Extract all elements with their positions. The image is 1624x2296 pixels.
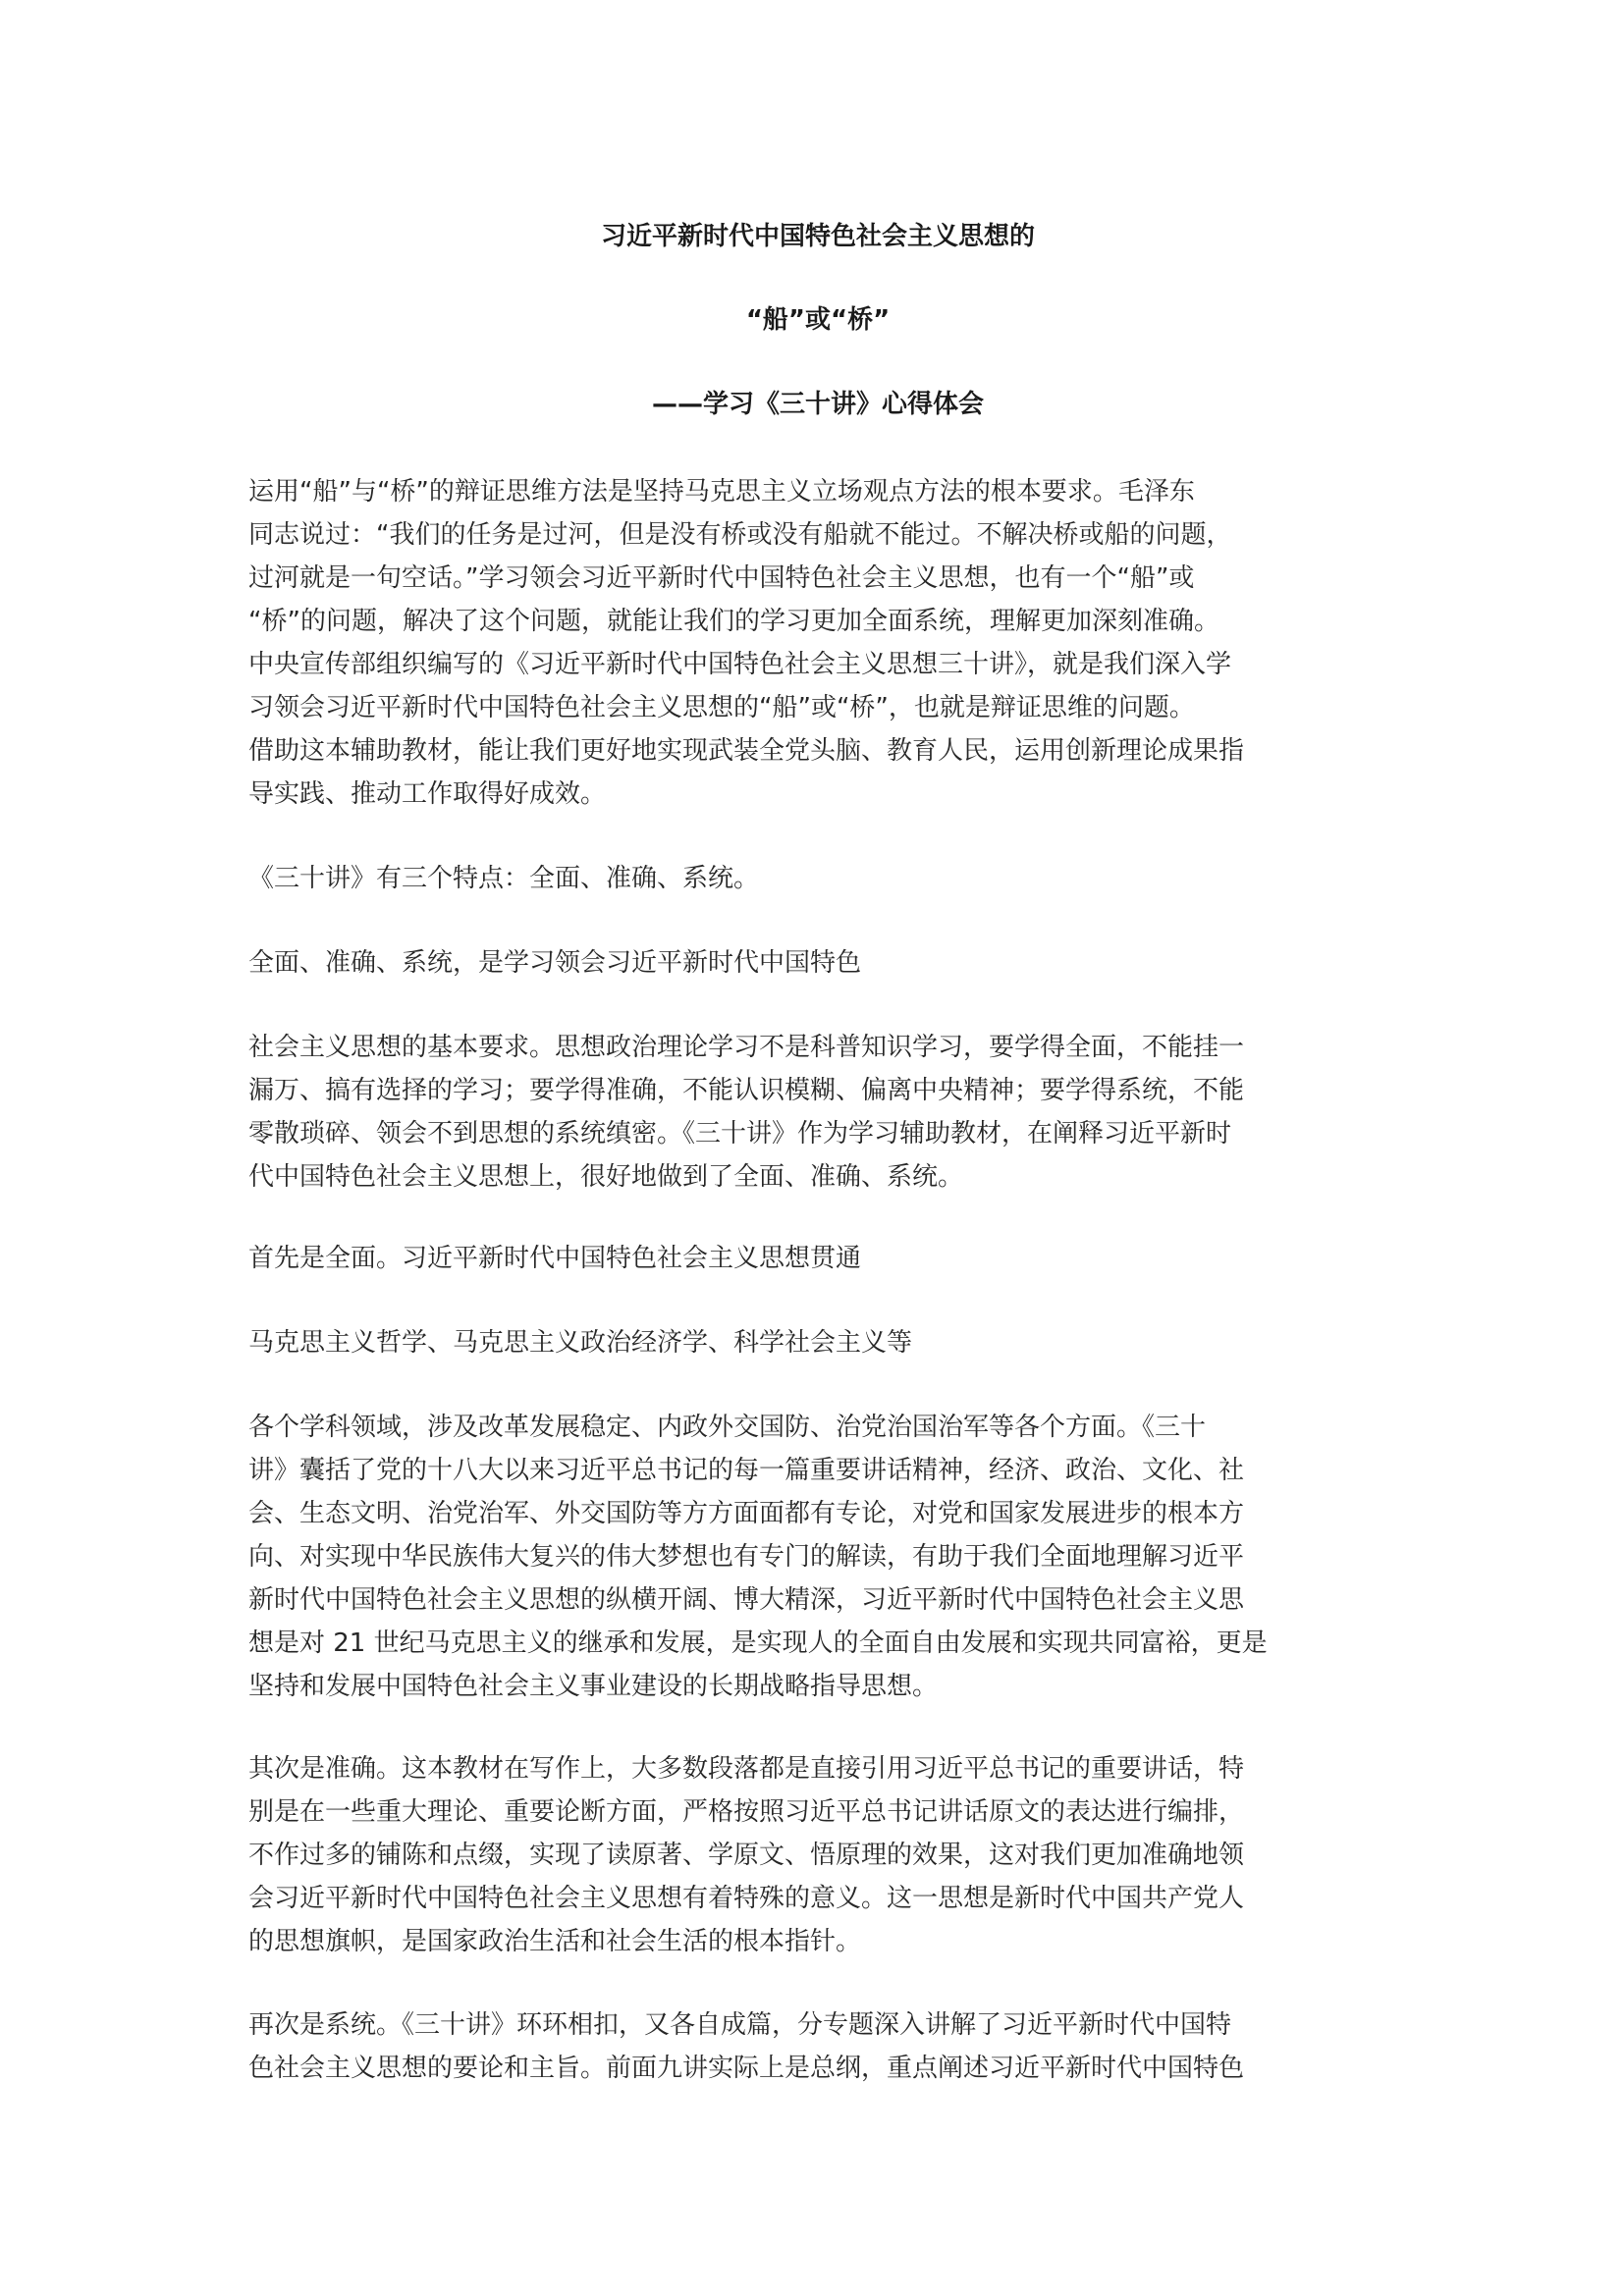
text-line: 其次是准确。这本教材在写作上，大多数段落都是直接引用习近平总书记的重要讲话，特 [248, 1754, 1245, 1784]
text-line: 会、生态文明、治党治军、外交国防等方方面面都有专论，对党和国家发展进步的根本方 [248, 1499, 1245, 1528]
text-line: 色社会主义思想的要论和主旨。前面九讲实际上是总纲，重点阐述习近平新时代中国特色 [248, 2054, 1245, 2083]
text-line: 各个学科领域，涉及改革发展稳定、内政外交国防、治党治国治军等各个方面。《三十 [248, 1413, 1207, 1442]
text-line: 新时代中国特色社会主义思想的纵横开阔、博大精深，习近平新时代中国特色社会主义思 [248, 1585, 1245, 1615]
text-line: 过河就是一句空话。”学习领会习近平新时代中国特色社会主义思想，也有一个“船”或 [248, 563, 1195, 593]
paragraph-intro [248, 470, 1387, 816]
text-line: 《三十讲》有三个特点：全面、准确、系统。 [248, 864, 760, 893]
text-line: 漏万、搞有选择的学习；要学得准确，不能认识模糊、偏离中央精神；要学得系统，不能 [248, 1076, 1245, 1105]
text-line: “桥”的问题，解决了这个问题，就能让我们的学习更加全面系统，理解更加深刻准确。 [248, 607, 1219, 636]
text-line: 社会主义思想的基本要求。思想政治理论学习不是科普知识学习，要学得全面，不能挂一 [248, 1033, 1245, 1062]
paragraph-marxism-fields [248, 1321, 1387, 1364]
text-line: 向、对实现中华民族伟大复兴的伟大梦想也有专门的解读，有助于我们全面地理解习近平 [248, 1542, 1245, 1572]
text-line: 的思想旗帜，是国家政治生活和社会生活的根本指针。 [248, 1927, 862, 1956]
text-line: 不作过多的铺陈和点缀，实现了读原著、学原文、悟原理的效果，这对我们更加准确地领 [248, 1841, 1245, 1870]
text-line: 首先是全面。习近平新时代中国特色社会主义思想贯通 [248, 1244, 862, 1273]
paragraph-requirements [248, 1026, 1387, 1199]
paragraph-all-fields [248, 1406, 1387, 1708]
paragraph-three-features [248, 857, 1387, 900]
text-line: 马克思主义哲学、马克思主义政治经济学、科学社会主义等 [248, 1328, 913, 1358]
text-line: 全面、准确、系统，是学习领会习近平新时代中国特色 [248, 948, 862, 978]
document-title: 习近平新时代中国特色社会主义思想的 [600, 222, 1035, 251]
text-line: 想是对 21 世纪马克思主义的继承和发展，是实现人的全面自由发展和实现共同富裕，更是 [248, 1629, 1268, 1658]
document-title-line-2: “船”或“桥” [745, 305, 891, 335]
text-line: 再次是系统。《三十讲》环环相扣，又各自成篇，分专题深入讲解了习近平新时代中国特 [248, 2010, 1232, 2040]
text-line: 讲》囊括了党的十八大以来习近平总书记的每一篇重要讲话精神，经济、政治、文化、社 [248, 1456, 1245, 1485]
text-line: 代中国特色社会主义思想上，很好地做到了全面、准确、系统。 [248, 1162, 964, 1192]
text-line: 导实践、推动工作取得好成效。 [248, 779, 607, 809]
document-subtitle: ——学习《三十讲》心得体会 [651, 390, 984, 419]
text-line: 同志说过：“我们的任务是过河，但是没有桥或没有船就不能过。不解决桥或船的问题， [248, 520, 1232, 550]
text-line: 中央宣传部组织编写的《习近平新时代中国特色社会主义思想三十讲》，就是我们深入学 [248, 650, 1232, 679]
text-line: 坚持和发展中国特色社会主义事业建设的长期战略指导思想。 [248, 1672, 939, 1701]
paragraph-requirements-heading [248, 941, 1387, 985]
text-line: 会习近平新时代中国特色社会主义思想有着特殊的意义。这一思想是新时代中国共产党人 [248, 1884, 1245, 1913]
paragraph-second-accurate [248, 1747, 1387, 1963]
text-line: 借助这本辅助教材，能让我们更好地实现武装全党头脑、教育人民，运用创新理论成果指 [248, 736, 1245, 766]
text-line: 零散琐碎、领会不到思想的系统缜密。《三十讲》作为学习辅助教材，在阐释习近平新时 [248, 1119, 1232, 1148]
paragraph-third-systematic [248, 2003, 1387, 2090]
text-line: 别是在一些重大理论、重要论断方面，严格按照习近平总书记讲话原文的表达进行编排， [248, 1797, 1245, 1827]
paragraph-first-comprehensive [248, 1237, 1387, 1280]
text-line: 运用“船”与“桥”的辩证思维方法是坚持马克思主义立场观点方法的根本要求。毛泽东 [248, 477, 1195, 507]
text-line: 习领会习近平新时代中国特色社会主义思想的“船”或“桥”，也就是辩证思维的问题。 [248, 693, 1195, 722]
